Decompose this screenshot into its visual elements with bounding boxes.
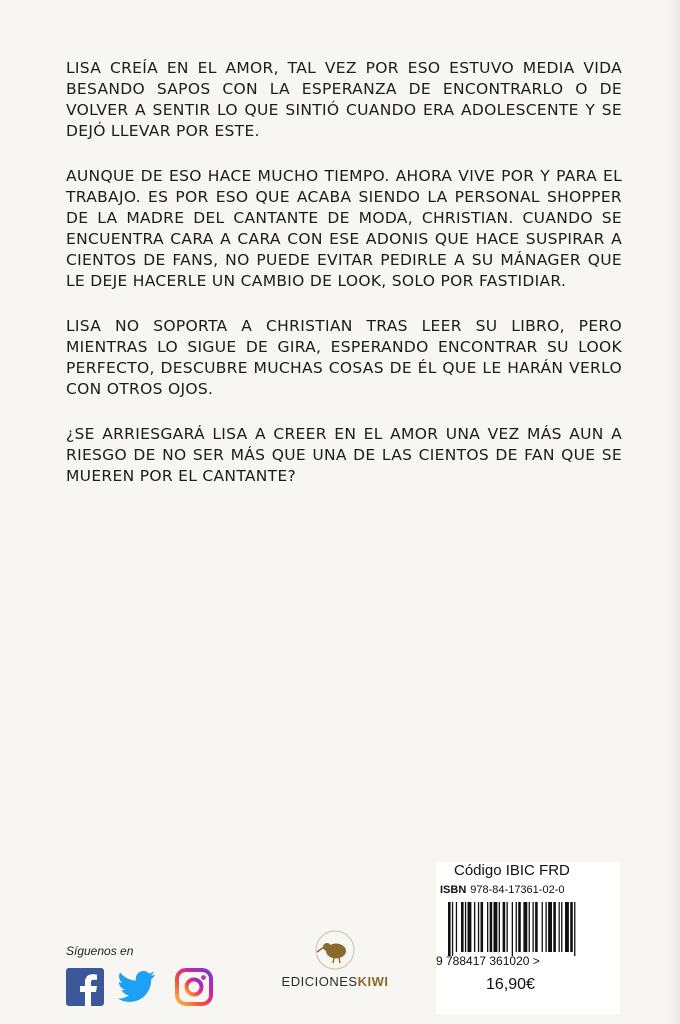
back-cover-blurb bbox=[66, 58, 622, 511]
isbn-value: 978-84-17361-02-0 bbox=[470, 884, 565, 896]
barcode-bar bbox=[535, 902, 538, 952]
barcode-bar bbox=[456, 902, 457, 952]
barcode-bar bbox=[574, 902, 575, 956]
facebook-icon[interactable] bbox=[66, 968, 104, 1006]
barcode-bar bbox=[565, 902, 569, 952]
follow-us-label: Síguenos en bbox=[66, 944, 134, 958]
barcode-bar bbox=[533, 902, 534, 952]
isbn-label: ISBN bbox=[440, 884, 467, 896]
blurb-paragraph-2: AUNQUE DE ESO HACE MUCHO TIEMPO. AHORA VIVE POR Y PARA EL TRABAJO. ES POR ESO QUE ACABA SIENDO LA PERSONAL SHOPPER DE LA MADRE DEL CANTANTE DE MODA, CHRISTIAN. CUANDO SE ENCUENTRA CARA A CARA CON ESE ADONIS QUE HACE SUSPIRAR A CIENTOS DE FANS, NO PUEDE EVITAR PEDIRLE A SU MÁNAGER QUE LE DEJE HACERLE UN CAMBIO DE LOOK, SOLO POR FASTIDIAR. bbox=[66, 167, 622, 290]
kiwi-bird-logo-icon bbox=[315, 930, 355, 970]
barcode-bar bbox=[512, 902, 513, 956]
ibic-value: FRD bbox=[539, 862, 570, 879]
blurb-paragraph-1: LISA CREÍA EN EL AMOR, TAL VEZ POR ESO ESTUVO MEDIA VIDA BESANDO SAPOS CON LA ESPERANZA DE ENCONTRARLO O DE VOLVER A SENTIR LO QUE SINTIÓ CUANDO ERA ADOLESCENTE Y SE DEJÓ LLEVAR POR ESTE. bbox=[66, 59, 622, 140]
barcode-bar bbox=[487, 902, 488, 952]
barcode-bar bbox=[561, 902, 562, 952]
barcode-bar bbox=[523, 902, 527, 952]
price: 16,90€ bbox=[486, 976, 535, 993]
barcode-bar bbox=[474, 902, 475, 952]
publisher-name-suffix: KIWI bbox=[357, 974, 389, 989]
barcode-digits: 9 788417 361020 > bbox=[436, 954, 540, 968]
barcode-bar bbox=[570, 902, 573, 952]
ibic-code bbox=[454, 862, 570, 879]
barcode-bar bbox=[503, 902, 506, 952]
barcode-bar bbox=[461, 902, 464, 952]
isbn-line bbox=[440, 884, 564, 896]
barcode-bar bbox=[559, 902, 560, 952]
barcode-panel bbox=[436, 862, 620, 1014]
ibic-label: Código IBIC bbox=[454, 862, 535, 879]
barcode-bar bbox=[546, 902, 547, 952]
barcode-bar bbox=[478, 902, 479, 952]
barcode-bar bbox=[490, 902, 493, 952]
publisher-name bbox=[282, 974, 389, 989]
barcode-bar bbox=[507, 902, 508, 952]
barcode-bar bbox=[494, 902, 498, 952]
barcode-bar bbox=[452, 902, 453, 956]
barcode-bar bbox=[481, 902, 484, 952]
barcode-bar bbox=[516, 902, 517, 952]
isbn-barcode bbox=[438, 902, 614, 956]
barcode-bar bbox=[499, 902, 500, 952]
barcode-bar bbox=[548, 902, 552, 952]
publisher-block bbox=[270, 930, 400, 990]
barcode-bar bbox=[529, 902, 530, 952]
barcode-bar bbox=[468, 902, 472, 952]
instagram-icon[interactable] bbox=[175, 968, 213, 1006]
barcode-bar bbox=[553, 902, 556, 952]
barcode-bar bbox=[518, 902, 521, 952]
twitter-icon[interactable] bbox=[118, 968, 156, 1006]
publisher-name-prefix: EDICIONES bbox=[281, 974, 358, 989]
blurb-paragraph-3: LISA NO SOPORTA A CHRISTIAN TRAS LEER SU LIBRO, PERO MIENTRAS LO SIGUE DE GIRA, ESPERANDO ENCONTRAR SU LOOK PERFECTO, DESCUBRE MUCHAS COSAS DE ÉL QUE LE HARÁN VERLO CON OTROS OJOS. bbox=[66, 317, 622, 398]
barcode-bar bbox=[542, 902, 543, 952]
blurb-paragraph-4: ¿SE ARRIESGARÁ LISA A CREER EN EL AMOR UNA VEZ MÁS AUN A RIESGO DE NO SER MÁS QUE UNA DE LAS CIENTOS DE FAN QUE SE MUEREN POR EL CANTANTE? bbox=[66, 425, 622, 485]
spine-shadow bbox=[668, 0, 680, 1024]
barcode-bar bbox=[465, 902, 466, 952]
barcode-bar bbox=[448, 902, 451, 956]
